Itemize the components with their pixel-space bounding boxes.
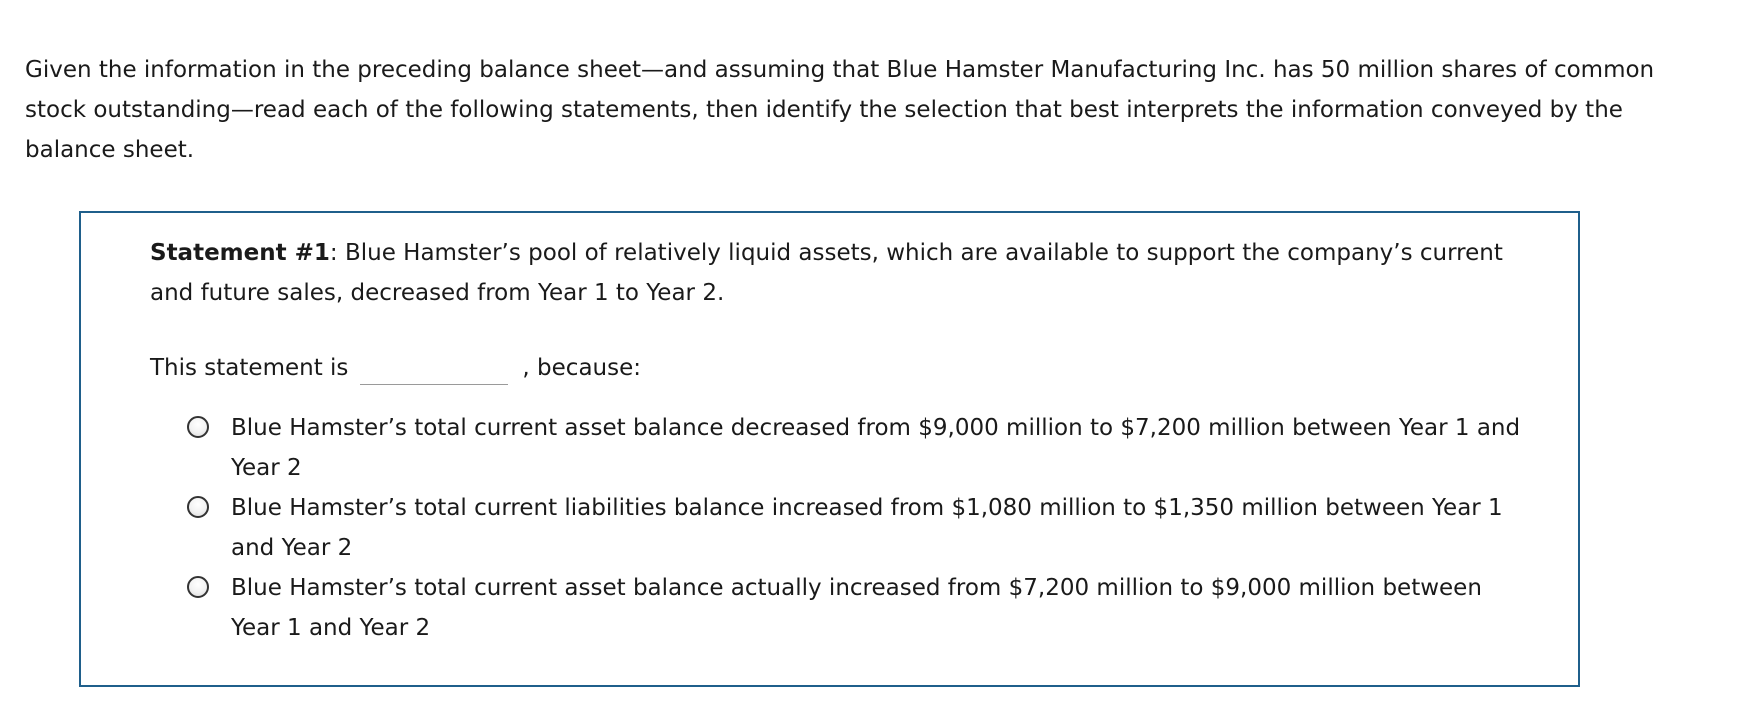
statement-body: Blue Hamster’s pool of relatively liquid assets, which are available to support the company’s current and future sales, decreased from Year 1 to Year 2. (150, 240, 1503, 306)
answer-option-label: Blue Hamster’s total current asset balance actually increased from $7,200 million to $9,000 million between Year 1 and Year 2 (231, 575, 1482, 641)
radio-button-icon[interactable] (187, 576, 209, 598)
verdict-line (150, 348, 641, 388)
answer-option-1[interactable] (187, 408, 1527, 488)
question-intro: Given the information in the preceding balance sheet—and assuming that Blue Hamster Manufacturing Inc. has 50 million shares of common stock outstanding—read each of the following statements, then identify the selection that best interprets the information conveyed by the balance sheet. (25, 57, 1655, 163)
answer-option-3[interactable] (187, 568, 1527, 648)
radio-button-icon[interactable] (187, 416, 209, 438)
statement-text (150, 233, 1530, 313)
statement-panel (79, 211, 1580, 687)
verdict-dropdown[interactable] (360, 358, 508, 385)
verdict-prompt: This statement is (150, 355, 349, 381)
radio-button-icon[interactable] (187, 496, 209, 518)
verdict-because: , because: (522, 355, 641, 381)
answer-options (187, 408, 1527, 648)
statement-label: Statement #1 (150, 240, 330, 266)
answer-option-label: Blue Hamster’s total current liabilities balance increased from $1,080 million to $1,350 million between Year 1 and Year 2 (231, 495, 1503, 561)
answer-option-2[interactable] (187, 488, 1527, 568)
answer-option-label: Blue Hamster’s total current asset balance decreased from $9,000 million to $7,200 million between Year 1 and Year 2 (231, 415, 1521, 481)
statement-separator: : (329, 240, 338, 266)
